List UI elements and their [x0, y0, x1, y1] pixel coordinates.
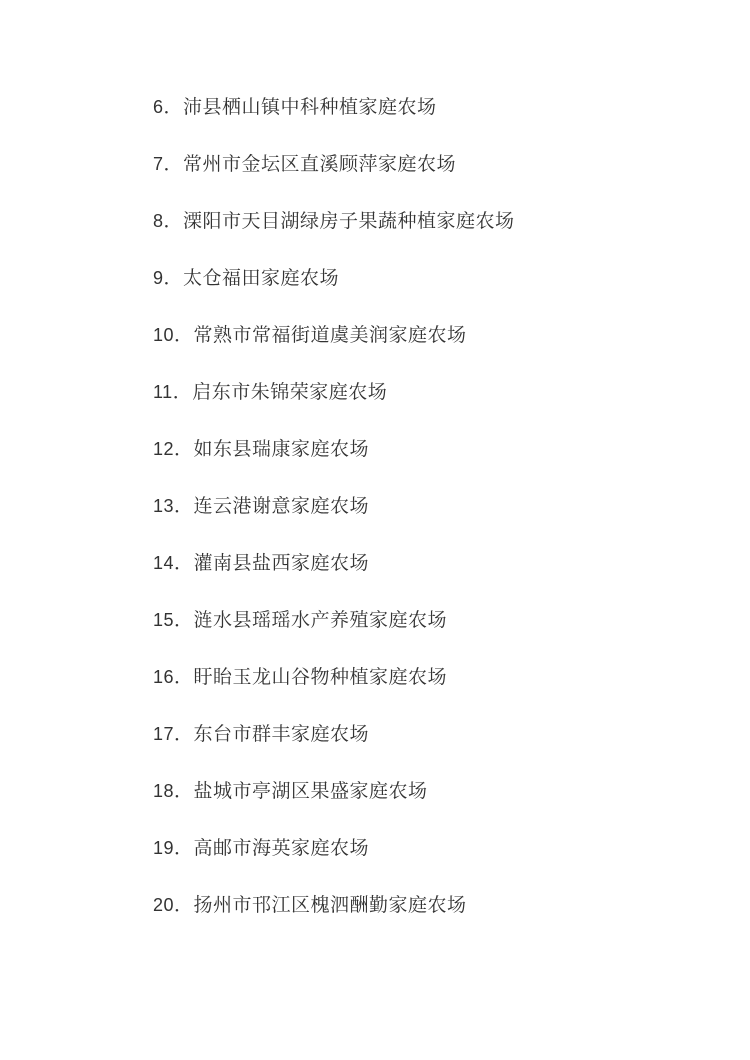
list-item: [153, 383, 515, 402]
list-item-separator: ．: [174, 324, 194, 346]
farm-name-text: 如东县瑞康家庭农场: [193, 438, 370, 460]
list-item-separator: ．: [174, 438, 194, 460]
list-item-separator: ．: [172, 381, 193, 403]
list-item-separator: ．: [174, 723, 194, 745]
list-item: [153, 725, 515, 744]
list-item-separator: ．: [174, 666, 194, 688]
list-item: [153, 896, 515, 915]
list-item: [153, 668, 515, 687]
farm-name-text: 常熟市常福街道虞美润家庭农场: [193, 324, 467, 346]
farm-name-text: 溧阳市天目湖绿房子果蔬种植家庭农场: [183, 210, 515, 232]
farm-name-text: 高邮市海英家庭农场: [193, 837, 370, 859]
list-item-number: 18: [153, 781, 175, 801]
list-item-number: 8: [153, 211, 164, 231]
list-item-separator: ．: [174, 837, 194, 859]
list-item: [153, 440, 515, 459]
farm-name-text: 涟水县瑶瑶水产养殖家庭农场: [193, 609, 448, 631]
list-item-number: 12: [153, 439, 175, 459]
farm-name-text: 太仓福田家庭农场: [183, 267, 340, 289]
farm-name-text: 盐城市亭湖区果盛家庭农场: [193, 780, 428, 802]
list-item: [153, 269, 515, 288]
list-item: [153, 554, 515, 573]
list-item-number: 9: [153, 268, 164, 288]
list-item: [153, 212, 515, 231]
list-item: [153, 782, 515, 801]
list-item-separator: ．: [163, 153, 184, 175]
farm-name-text: 扬州市邗江区槐泗酬勤家庭农场: [193, 894, 467, 916]
list-item-number: 10: [153, 325, 175, 345]
list-item: [153, 155, 515, 174]
farm-name-text: 东台市群丰家庭农场: [193, 723, 370, 745]
list-item-number: 15: [153, 610, 175, 630]
list-item-number: 17: [153, 724, 175, 744]
list-item-separator: ．: [163, 267, 184, 289]
farm-name-text: 连云港谢意家庭农场: [193, 495, 370, 517]
farm-name-text: 灌南县盐西家庭农场: [193, 552, 370, 574]
farm-name-text: 盱眙玉龙山谷物种植家庭农场: [193, 666, 448, 688]
list-item-separator: ．: [174, 609, 194, 631]
list-item-separator: ．: [163, 210, 184, 232]
list-item-separator: ．: [174, 552, 194, 574]
list-item: [153, 326, 515, 345]
list-item-separator: ．: [174, 780, 194, 802]
list-item-number: 16: [153, 667, 175, 687]
list-item-number: 11: [153, 382, 173, 402]
list-item: [153, 611, 515, 630]
list-item-number: 6: [153, 97, 164, 117]
list-item-number: 14: [153, 553, 175, 573]
list-item-separator: ．: [174, 894, 194, 916]
list-item: [153, 98, 515, 117]
list-item-number: 13: [153, 496, 175, 516]
list-item-separator: ．: [174, 495, 194, 517]
list-item-number: 20: [153, 895, 175, 915]
farm-name-text: 沛县栖山镇中科种植家庭农场: [183, 96, 437, 118]
list-item: [153, 839, 515, 858]
list-item-number: 7: [153, 154, 164, 174]
list-item-number: 19: [153, 838, 175, 858]
list-item: [153, 497, 515, 516]
list-item-separator: ．: [163, 96, 184, 118]
farm-list: [153, 98, 515, 915]
farm-name-text: 常州市金坛区直溪顾萍家庭农场: [183, 153, 457, 175]
farm-name-text: 启东市朱锦荣家庭农场: [192, 381, 388, 403]
